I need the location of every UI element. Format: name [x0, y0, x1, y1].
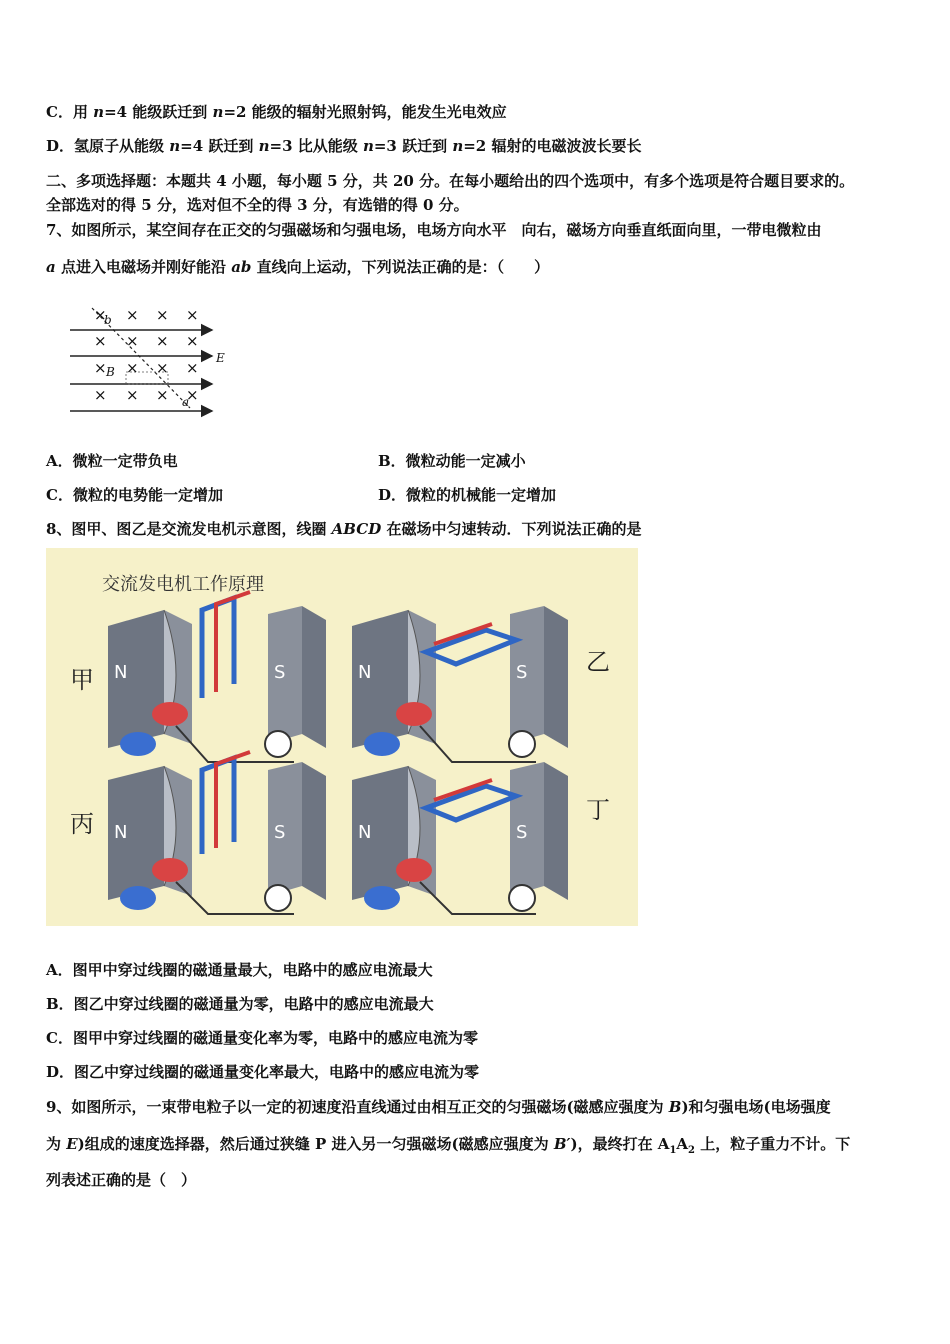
- svg-text:×: ×: [94, 306, 107, 324]
- q6-option-c: C．用 n=4 能级跃迁到 n=2 能级的辐射光照射钨，能发生光电效应: [46, 103, 507, 121]
- svg-text:×: ×: [186, 306, 199, 324]
- svg-text:×: ×: [126, 306, 139, 324]
- svg-text:S: S: [516, 822, 528, 843]
- label-yi: 乙: [586, 648, 610, 676]
- svg-text:×: ×: [126, 359, 139, 377]
- svg-text:N: N: [358, 662, 372, 683]
- svg-text:S: S: [274, 662, 286, 683]
- q7-option-a: A．微粒一定带负电: [46, 452, 178, 470]
- q7-field-diagram: [64, 300, 234, 418]
- svg-text:N: N: [114, 822, 128, 843]
- label-b: b: [104, 313, 112, 327]
- svg-text:S: S: [516, 662, 528, 683]
- label-ding: 丁: [586, 796, 610, 824]
- label-B: B: [106, 365, 115, 379]
- q9-stem-line2: 为 E)组成的速度选择器，然后通过狭缝 P 进入另一匀强磁场(磁感应强度为 B′)，最终打在 $A_1A_2$ 上，粒子重力不计。下: [46, 1135, 851, 1156]
- svg-text:×: ×: [94, 332, 107, 350]
- q8-option-b: B．图乙中穿过线圈的磁通量为零，电路中的感应电流最大: [46, 995, 434, 1013]
- svg-text:×: ×: [126, 332, 139, 350]
- section-heading-cont: 全部选对的得 5 分，选对但不全的得 3 分，有选错的得 0 分。: [46, 196, 469, 214]
- svg-text:S: S: [274, 822, 286, 843]
- svg-text:×: ×: [94, 386, 107, 404]
- q7-stem-line2: a 点进入电磁场并刚好能沿 ab 直线向上运动，下列说法正确的是：（ ）: [46, 258, 550, 276]
- svg-text:×: ×: [156, 306, 169, 324]
- q9-stem-line3: 列表述正确的是（ ）: [46, 1171, 197, 1189]
- svg-text:×: ×: [94, 359, 107, 377]
- q7-option-d: D．微粒的机械能一定增加: [378, 486, 557, 504]
- svg-text:N: N: [114, 662, 128, 683]
- figure-title: 交流发电机工作原理: [102, 574, 264, 595]
- svg-text:×: ×: [156, 386, 169, 404]
- section-heading: 二、多项选择题：本题共 4 小题，每小题 5 分，共 20 分。在每小题给出的四个选项中，有多个选项是符合题目要求的。: [46, 172, 855, 190]
- svg-text:N: N: [358, 822, 372, 843]
- svg-text:×: ×: [126, 386, 139, 404]
- q9-stem-line1: 9、如图所示，一束带电粒子以一定的初速度沿直线通过由相互正交的匀强磁场(磁感应强度为 B)和匀强电场(电场强度: [46, 1098, 831, 1116]
- q8-option-a: A．图甲中穿过线圈的磁通量最大，电路中的感应电流最大: [46, 961, 433, 979]
- q7-stem-line1: 7、如图所示，某空间存在正交的匀强磁场和匀强电场，电场方向水平 向右，磁场方向垂直纸面向里，一带电微粒由: [46, 221, 822, 239]
- label-jia: 甲: [70, 666, 94, 694]
- label-a: a: [182, 395, 190, 409]
- svg-text:×: ×: [186, 386, 199, 404]
- svg-text:×: ×: [186, 359, 199, 377]
- q7-option-b: B．微粒动能一定减小: [378, 452, 526, 470]
- generator-diagram: [46, 548, 638, 926]
- q8-option-c: C．图甲中穿过线圈的磁通量变化率为零，电路中的感应电流为零: [46, 1029, 478, 1047]
- label-E: E: [216, 351, 225, 365]
- label-bing: 丙: [70, 810, 94, 838]
- svg-text:×: ×: [186, 332, 199, 350]
- q8-stem: 8、图甲、图乙是交流发电机示意图，线圈 ABCD 在磁场中匀速转动．下列说法正确的是: [46, 520, 642, 538]
- q8-option-d: D．图乙中穿过线圈的磁通量变化率最大，电路中的感应电流为零: [46, 1063, 480, 1081]
- svg-text:×: ×: [156, 359, 169, 377]
- svg-text:×: ×: [156, 332, 169, 350]
- q6-option-d: D．氢原子从能级 n=4 跃迁到 n=3 比从能级 n=3 跃迁到 n=2 辐射的电磁波波长要长: [46, 137, 642, 155]
- q7-option-c: C．微粒的电势能一定增加: [46, 486, 223, 504]
